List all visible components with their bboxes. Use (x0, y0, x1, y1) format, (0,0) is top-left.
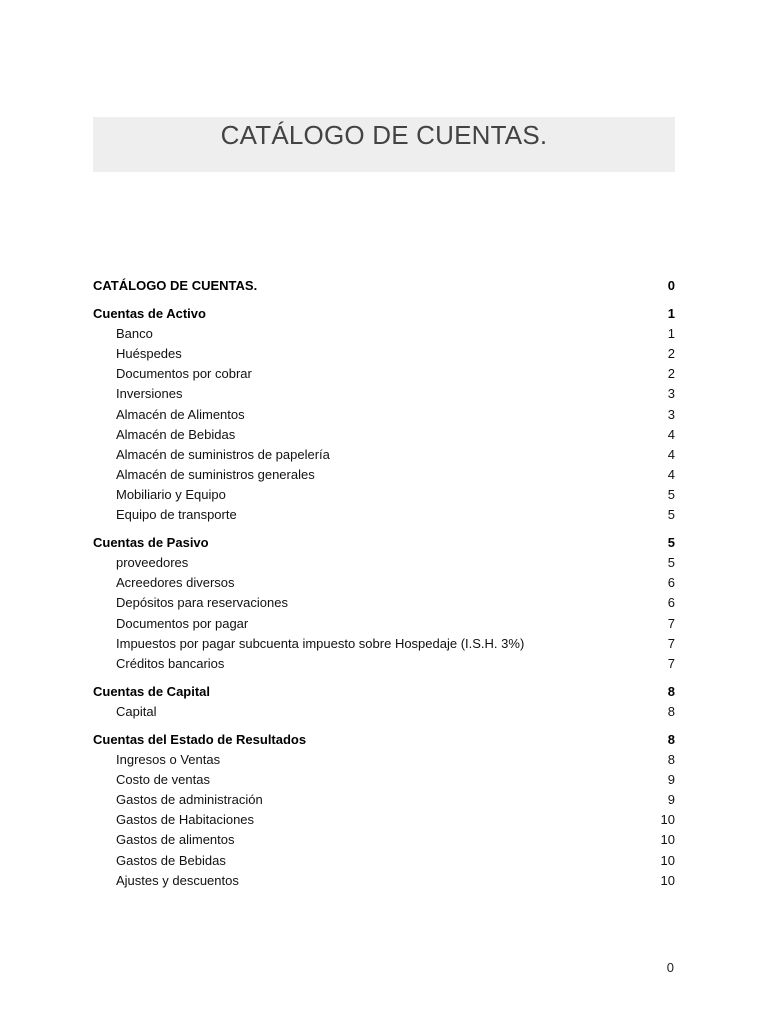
toc-entry-page: 9 (667, 792, 675, 808)
toc-entry[interactable] (93, 830, 675, 850)
toc-entry[interactable] (93, 573, 675, 593)
toc-entry-label: Capital (116, 703, 157, 719)
toc-entry-label: Cuentas del Estado de Resultados (93, 731, 307, 747)
toc-entry[interactable] (93, 384, 675, 404)
toc-entry-label: Gastos de alimentos (116, 832, 235, 848)
toc-entry-label: Banco (116, 326, 153, 342)
toc-entry-page: 5 (667, 507, 675, 523)
toc-entry-page: 9 (667, 772, 675, 788)
toc-entry[interactable] (93, 485, 675, 505)
toc-entry-label: Costo de ventas (116, 772, 210, 788)
toc-entry-page: 3 (667, 386, 675, 402)
toc-entry[interactable] (93, 770, 675, 790)
toc-entry-page: 5 (667, 486, 675, 502)
toc-entry[interactable] (93, 614, 675, 634)
toc-entry-label: Créditos bancarios (116, 655, 225, 671)
table-of-contents (93, 276, 675, 891)
toc-entry-main[interactable] (93, 276, 675, 296)
toc-entry[interactable] (93, 810, 675, 830)
toc-section-heading[interactable] (93, 304, 675, 324)
toc-entry-page: 7 (667, 615, 675, 631)
toc-entry-page: 8 (667, 703, 675, 719)
toc-entry[interactable] (93, 344, 675, 364)
toc-entry[interactable] (93, 851, 675, 871)
toc-entry-page: 8 (667, 683, 675, 699)
toc-entry-label: Documentos por pagar (116, 615, 249, 631)
toc-entry-label: Acreedores diversos (116, 575, 235, 591)
toc-entry-page: 2 (667, 346, 675, 362)
toc-section-heading[interactable] (93, 730, 675, 750)
page-number: 0 (666, 960, 674, 975)
toc-entry[interactable] (93, 553, 675, 573)
toc-entry-label: Cuentas de Activo (93, 306, 206, 322)
toc-entry-label: Ajustes y descuentos (116, 872, 239, 888)
toc-entry[interactable] (93, 654, 675, 674)
toc-entry[interactable] (93, 445, 675, 465)
toc-entry[interactable] (93, 425, 675, 445)
toc-entry-label: Gastos de Habitaciones (116, 812, 255, 828)
document-title: CATÁLOGO DE CUENTAS. (220, 120, 548, 150)
toc-entry-label: Impuestos por pagar subcuenta impuesto sobre Hospedaje (I.S.H. 3%) (116, 635, 525, 651)
toc-entry-label: Mobiliario y Equipo (116, 486, 226, 502)
toc-entry-page: 5 (667, 535, 675, 551)
toc-entry[interactable] (93, 790, 675, 810)
toc-entry-page: 4 (667, 466, 675, 482)
toc-entry[interactable] (93, 505, 675, 525)
toc-entry[interactable] (93, 324, 675, 344)
toc-entry-label: Depósitos para reservaciones (116, 595, 288, 611)
toc-entry-label: CATÁLOGO DE CUENTAS. (93, 278, 258, 293)
toc-entry-page: 0 (667, 278, 675, 293)
toc-entry[interactable] (93, 871, 675, 891)
toc-entry-label: Gastos de administración (116, 792, 263, 808)
toc-entry-label: Cuentas de Capital (93, 683, 211, 699)
toc-entry[interactable] (93, 750, 675, 770)
toc-entry[interactable] (93, 465, 675, 485)
toc-entry[interactable] (93, 702, 675, 722)
toc-entry-label: Gastos de Bebidas (116, 852, 226, 868)
toc-entry-label: proveedores (116, 555, 189, 571)
toc-entry-label: Almacén de Alimentos (116, 406, 245, 422)
toc-entry-page: 1 (667, 306, 675, 322)
toc-entry[interactable] (93, 405, 675, 425)
toc-sections (93, 304, 675, 891)
toc-entry-page: 4 (667, 446, 675, 462)
toc-entry-page: 10 (660, 832, 675, 848)
toc-entry-label: Huéspedes (116, 346, 182, 362)
toc-entry-page: 10 (660, 872, 675, 888)
toc-entry-label: Almacén de Bebidas (116, 426, 236, 442)
toc-entry-label: Equipo de transporte (116, 507, 237, 523)
toc-entry-label: Ingresos o Ventas (116, 752, 221, 768)
toc-entry-page: 3 (667, 406, 675, 422)
toc-entry-page: 7 (667, 635, 675, 651)
toc-entry-page: 8 (667, 731, 675, 747)
toc-entry-page: 10 (660, 812, 675, 828)
toc-entry-page: 6 (667, 575, 675, 591)
toc-entry-page: 4 (667, 426, 675, 442)
toc-section-heading[interactable] (93, 533, 675, 553)
toc-entry-page: 8 (667, 752, 675, 768)
toc-entry-page: 1 (667, 326, 675, 342)
toc-entry-label: Inversiones (116, 386, 183, 402)
toc-entry-page: 5 (667, 555, 675, 571)
toc-section-heading[interactable] (93, 682, 675, 702)
toc-entry-label: Almacén de suministros de papelería (116, 446, 330, 462)
toc-entry-page: 6 (667, 595, 675, 611)
toc-entry[interactable] (93, 364, 675, 384)
toc-entry[interactable] (93, 593, 675, 613)
toc-entry[interactable] (93, 634, 675, 654)
toc-entry-page: 2 (667, 366, 675, 382)
toc-entry-label: Cuentas de Pasivo (93, 535, 209, 551)
toc-entry-label: Documentos por cobrar (116, 366, 252, 382)
toc-entry-page: 7 (667, 655, 675, 671)
toc-entry-page: 10 (660, 852, 675, 868)
document-title-banner (93, 117, 675, 172)
toc-entry-label: Almacén de suministros generales (116, 466, 315, 482)
